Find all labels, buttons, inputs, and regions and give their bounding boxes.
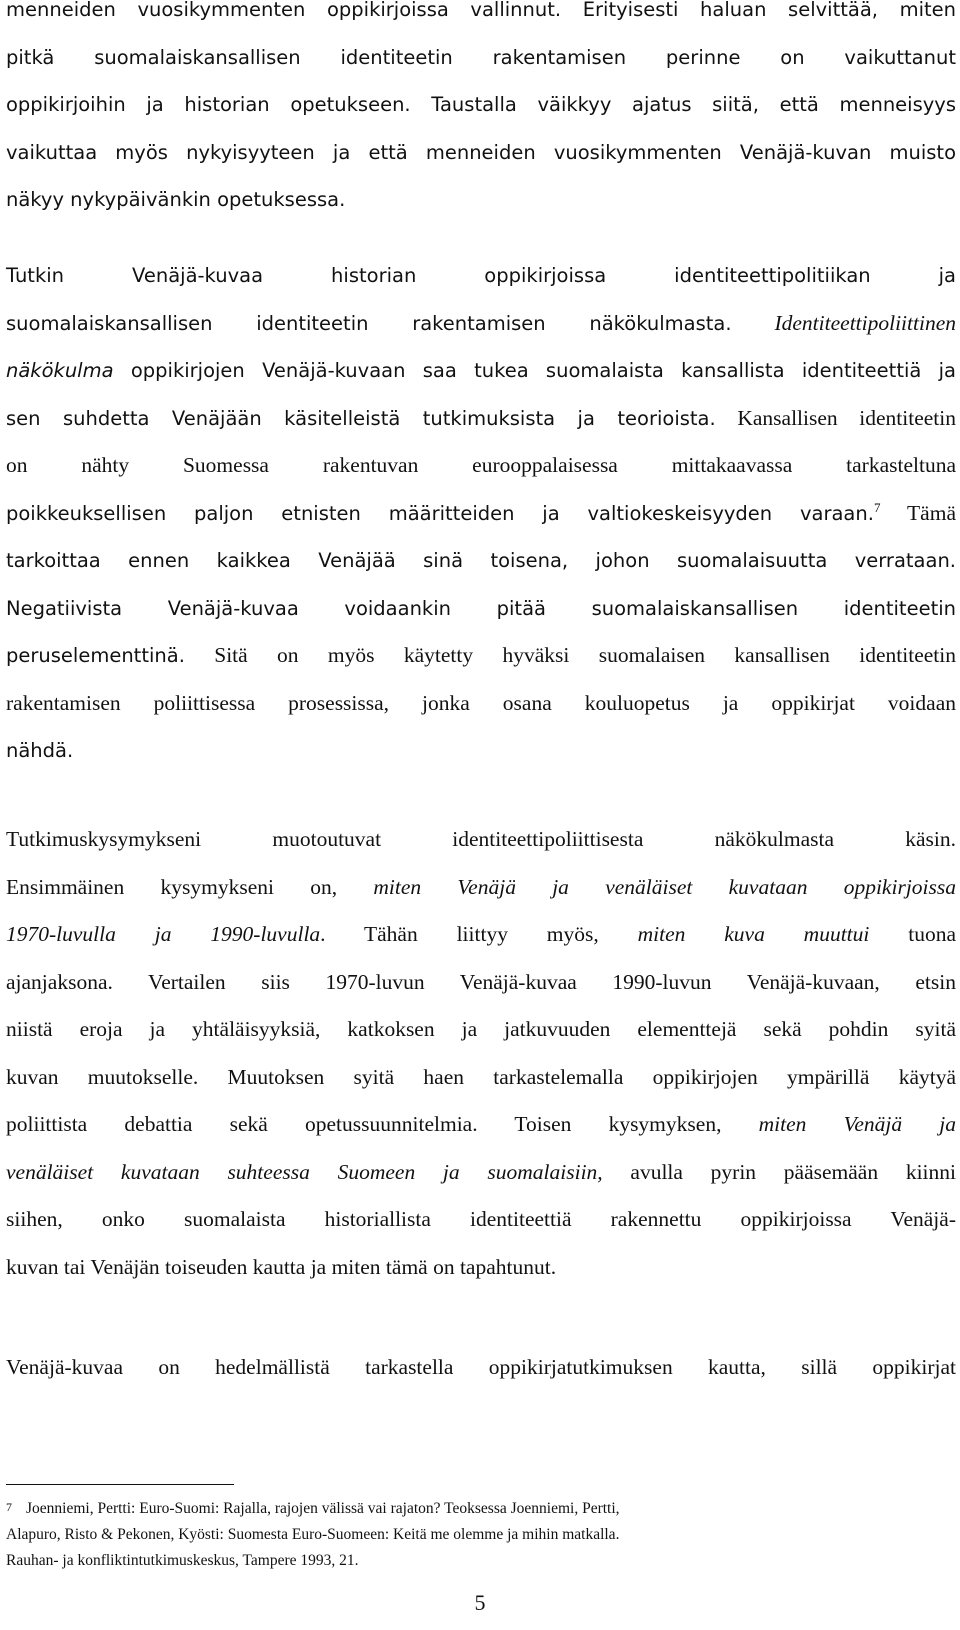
text-line (6, 1101, 956, 1149)
text-run: pitkä suomalaiskansallisen identiteetin rakentamisen perinne on vaikuttanut (6, 45, 956, 69)
paragraph-2 (6, 252, 956, 775)
text-run: Kansallisen identiteetin (715, 405, 956, 430)
text-line (6, 176, 956, 224)
footnote-line: Rauhan- ja konfliktintutkimuskeskus, Tampere 1993, 21. (6, 1552, 359, 1569)
text-line (6, 1149, 956, 1197)
text-run: Sitä on myös käytetty hyväksi suomalaisen kansallisen identiteetin (184, 643, 956, 667)
text-run: Tämä (880, 500, 956, 525)
text-line (6, 0, 956, 34)
text-line (6, 395, 956, 443)
paragraph-1 (6, 0, 956, 224)
text-run: peruselementtinä. (6, 644, 185, 667)
footnote-separator (6, 1484, 234, 1485)
text-line: kuvan muutokselle. Muutoksen syitä haen tarkastelemalla oppikirjojen ympärillä käytyä (6, 1064, 956, 1089)
paragraph-4 (6, 1344, 956, 1392)
text-run: menneiden vuosikymmenten oppikirjoissa vallinnut. (6, 0, 562, 21)
text-run: Taustalla väikkyy ajatus siitä, että menneisyys (410, 93, 957, 116)
footnote-number: 7 (6, 1500, 12, 1514)
text-run: . Tähän liittyy myös, (320, 922, 599, 946)
text-line: nähdä. (6, 739, 74, 762)
text-line (6, 34, 956, 82)
text-line (6, 911, 956, 959)
italic-text: näkökulma (6, 359, 114, 382)
text-line: ajanjaksona. Vertailen siis 1970-luvun Venäjä-kuvaa 1990-luvun Venäjä-kuvaan, etsin (6, 969, 956, 994)
text-run: oppikirjojen Venäjä-kuvaan saa tukea suomalaista kansallista identiteettiä ja (113, 359, 956, 382)
text-line (6, 347, 956, 395)
text-line: Tutkimuskysymykseni muotoutuvat identiteettipoliittisesta näkökulmasta käsin. (6, 827, 956, 851)
text-run: Joenniemi, Pertti: Euro-Suomi: Rajalla, rajojen välissä vai rajaton? Teoksessa Joenniemi, Pertti, (26, 1500, 620, 1517)
text-line (6, 864, 956, 912)
text-run: Ensimmäinen kysymykseni on, (6, 874, 338, 899)
text-line: niistä eroja ja yhtäläisyyksiä, katkoksen ja jatkuvuuden elementtejä sekä pohdin syitä (6, 1017, 956, 1041)
text-line: rakentamisen poliittisessa prosessissa, jonka osana kouluopetus ja oppikirjat voidaan (6, 690, 956, 715)
text-line: Venäjä-kuvaa on hedelmällistä tarkastella oppikirjatutkimuksen kautta, sillä oppikirjat (6, 1355, 956, 1379)
text-line (6, 81, 956, 129)
text-line (6, 300, 956, 348)
text-run: sen suhdetta Venäjään käsitelleistä tutkimuksista ja teorioista. (6, 406, 716, 430)
text-line (6, 129, 956, 177)
italic-text: venäläiset kuvataan suhteessa Suomeen ja suomalaisiin, (6, 1159, 603, 1184)
italic-text: miten Venäjä ja (721, 1112, 956, 1136)
text-run: näkyy nykypäivänkin opetuksessa. (6, 188, 346, 211)
text-line (6, 632, 956, 680)
text-line: Negatiivista Venäjä-kuvaa voidaankin pitää suomalaiskansallisen identiteetin (6, 596, 956, 620)
text-run: tuona (869, 922, 956, 946)
footnote-line: Alapuro, Risto & Pekonen, Kyösti: Suomesta Euro-Suomeen: Keitä me olemme ja mihin matkalla. (6, 1526, 620, 1543)
text-line: tarkoittaa ennen kaikkea Venäjää sinä toisena, johon suomalaisuutta verrataan. (6, 549, 956, 572)
text-line: on nähty Suomessa rakentuvan eurooppalaisessa mittakaavassa tarkasteltuna (6, 453, 956, 477)
text-run: avulla pyrin pääsemään kiinni (602, 1159, 956, 1184)
footnote-reference: 7 (873, 499, 881, 515)
footnote (6, 1494, 956, 1574)
text-run: poliittista debattia sekä opetussuunnitelmia. Toisen kysymyksen, (6, 1112, 722, 1136)
text-line: Tutkin Venäjä-kuvaa historian oppikirjoissa identiteettipolitiikan ja (6, 264, 956, 287)
paragraph-3 (6, 816, 956, 1291)
text-line (6, 490, 956, 538)
text-line: kuvan tai Venäjän toiseuden kautta ja miten tämä on tapahtunut. (6, 1254, 557, 1279)
italic-text: 1970-luvulla ja 1990-luvulla (6, 922, 321, 946)
italic-text: miten kuva muuttui (598, 922, 870, 946)
page-number: 5 (474, 1590, 486, 1615)
text-run: Erityisesti haluan selvittää, miten (561, 0, 956, 21)
text-line: siihen, onko suomalaista historiallista identiteettiä rakennettu oppikirjoissa Venäjä- (6, 1207, 956, 1231)
italic-text: Identiteettipoliittinen (731, 310, 956, 335)
footnote-line (6, 1494, 956, 1522)
italic-text: miten Venäjä ja venäläiset kuvataan oppikirjoissa (337, 874, 956, 899)
text-run: poikkeuksellisen paljon etnisten määritteiden ja valtiokeskeisyyden varaan. (6, 501, 874, 525)
text-run: vaikuttaa myös nykyisyyteen ja että menneiden vuosikymmenten Venäjä-kuvan muisto (6, 140, 956, 164)
text-run: oppikirjoihin ja historian opetukseen. (6, 93, 411, 116)
text-run: suomalaiskansallisen identiteetin rakentamisen näkökulmasta. (6, 311, 732, 335)
